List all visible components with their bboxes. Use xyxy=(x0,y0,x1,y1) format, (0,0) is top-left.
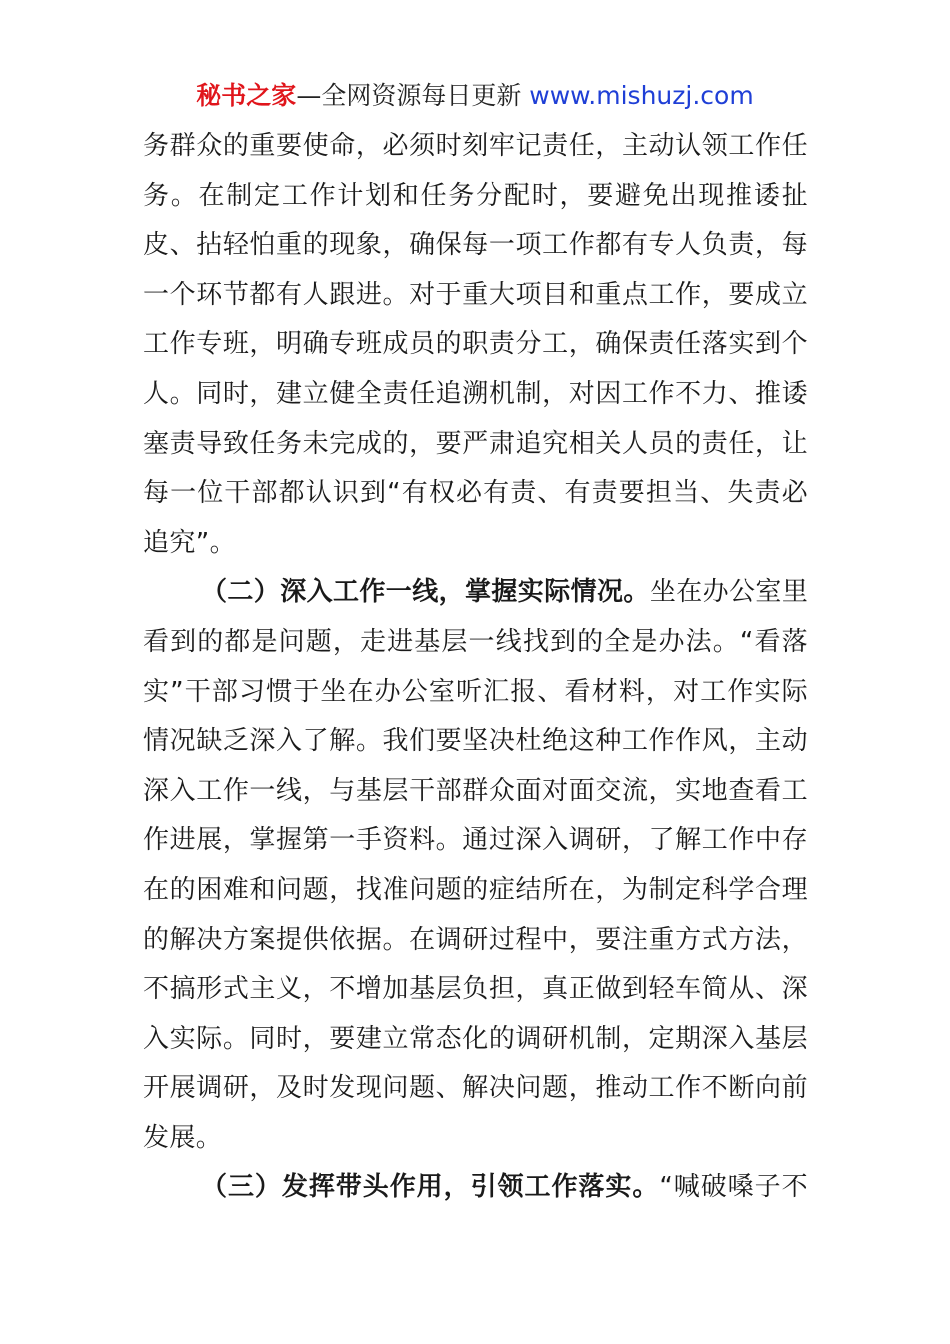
site-header xyxy=(0,78,950,114)
paragraph-line: 情况缺乏深入了解。我们要坚决杜绝这种工作作风，主动 xyxy=(143,726,808,757)
site-brand: 秘书之家 xyxy=(196,81,297,110)
paragraph-line: 工作专班，明确专班成员的职责分工，确保责任落实到个 xyxy=(143,329,808,360)
document-body xyxy=(143,122,808,1213)
paragraph-line: 人。同时，建立健全责任追溯机制，对因工作不力、推诿 xyxy=(143,378,808,409)
paragraph-line: 入实际。同时，要建立常态化的调研机制，定期深入基层 xyxy=(143,1023,808,1054)
paragraph-line: 实”干部习惯于坐在办公室听汇报、看材料，对工作实际 xyxy=(143,676,808,707)
paragraph-line: 追究”。 xyxy=(143,527,237,558)
section-heading-line xyxy=(143,1163,808,1213)
site-url-link[interactable]: www.mishuzj.com xyxy=(529,81,754,110)
paragraph-line: 塞责导致任务未完成的，要严肃追究相关人员的责任，让 xyxy=(143,428,808,459)
paragraph-line: 不搞形式主义，不增加基层负担，真正做到轻车简从、深 xyxy=(143,974,808,1005)
paragraph-line: 看到的都是问题，走进基层一线找到的全是办法。“看落 xyxy=(143,626,808,657)
section-heading: （三）发挥带头作用，引领工作落实。 xyxy=(201,1172,660,1203)
paragraph-line: 的解决方案提供依据。在调研过程中，要注重方式方法， xyxy=(143,924,808,955)
paragraph-text: 坐在办公室里 xyxy=(649,577,809,608)
paragraph-line: 务。在制定工作计划和任务分配时，要避免出现推诿扯 xyxy=(143,180,808,211)
paragraph-text: “喊破嗓子不 xyxy=(659,1172,808,1203)
paragraph-line: 作进展，掌握第一手资料。通过深入调研，了解工作中存 xyxy=(143,825,808,856)
paragraph-line: 深入工作一线，与基层干部群众面对面交流，实地查看工 xyxy=(143,775,808,806)
paragraph-line: 皮、拈轻怕重的现象，确保每一项工作都有专人负责，每 xyxy=(143,230,808,261)
section-heading: （二）深入工作一线，掌握实际情况。 xyxy=(201,577,650,608)
site-slogan: —全网资源每日更新 xyxy=(296,81,530,110)
section-heading-line xyxy=(143,568,808,618)
paragraph-line: 每一位干部都认识到“有权必有责、有责要担当、失责必 xyxy=(143,478,808,509)
paragraph-line: 发展。 xyxy=(143,1122,223,1153)
paragraph-line: 务群众的重要使命，必须时刻牢记责任，主动认领工作任 xyxy=(143,131,808,161)
paragraph-line: 一个环节都有人跟进。对于重大项目和重点工作，要成立 xyxy=(143,279,808,310)
paragraph-line: 开展调研，及时发现问题、解决问题，推动工作不断向前 xyxy=(143,1073,808,1104)
paragraph-line: 在的困难和问题，找准问题的症结所在，为制定科学合理 xyxy=(143,874,808,905)
